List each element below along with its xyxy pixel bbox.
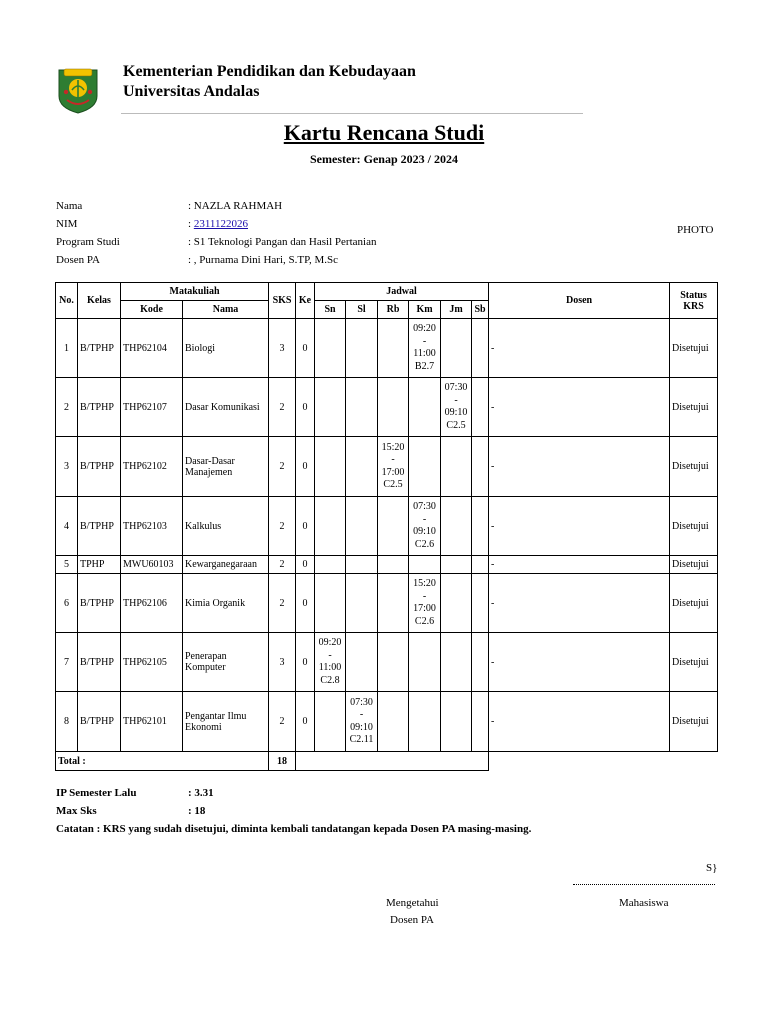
row-sks: 3: [269, 633, 296, 692]
schedule-cell: [378, 574, 409, 633]
row-dosen: -: [489, 497, 670, 556]
signature-mark: S}: [706, 862, 718, 874]
row-kelas: B/TPHP: [78, 633, 121, 692]
schedule-start: 09:20: [413, 323, 436, 334]
row-status: Disetujui: [670, 378, 718, 437]
schedule-start: 07:30: [413, 501, 436, 512]
table-row: [56, 378, 718, 437]
schedule-cell: [441, 497, 472, 556]
row-no: 6: [56, 574, 78, 633]
header-kelas: Kelas: [78, 283, 121, 319]
schedule-cell: [409, 556, 441, 574]
schedule-start: 15:20: [413, 578, 436, 589]
header-status-line1: Status: [680, 289, 707, 301]
schedule-cell: [441, 633, 472, 692]
schedule-cell: [472, 497, 489, 556]
schedule-room: C2.6: [414, 538, 435, 550]
header-day-rb: Rb: [378, 301, 409, 319]
table-row: [56, 437, 718, 497]
row-nama: Kalkulus: [183, 497, 269, 556]
schedule-sep: -: [328, 649, 332, 661]
row-no: 8: [56, 692, 78, 752]
schedule-cell: [346, 633, 378, 692]
schedule-end: 11:00: [318, 662, 342, 673]
header-divider: [121, 113, 583, 114]
schedule-cell: [472, 319, 489, 378]
row-ke: 0: [296, 556, 315, 574]
schedule-start: 07:30: [444, 382, 468, 393]
advisor-sign-label: Dosen PA: [390, 914, 434, 926]
schedule-cell: [315, 574, 346, 633]
row-kode: THP62104: [121, 319, 183, 378]
header-ke: Ke: [296, 283, 315, 319]
header-status: [670, 283, 718, 319]
schedule-cell: [315, 633, 346, 692]
row-sks: 2: [269, 556, 296, 574]
schedule-cell: [409, 378, 441, 437]
table-row: [56, 574, 718, 633]
row-no: 4: [56, 497, 78, 556]
table-row: [56, 692, 718, 752]
schedule-cell: [441, 574, 472, 633]
table-body: [56, 319, 718, 752]
table-row: [56, 556, 718, 574]
header-no: No.: [56, 283, 78, 319]
row-nama: Pengantar Ilmu Ekonomi: [183, 692, 269, 752]
row-nama: Dasar-Dasar Manajemen: [183, 437, 269, 497]
advisor-value: : , Purnama Dini Hari, S.TP, M.Sc: [188, 254, 339, 266]
header-jadwal: Jadwal: [315, 283, 489, 301]
header-day-sb: Sb: [472, 301, 489, 319]
header-sks: SKS: [269, 283, 296, 319]
row-no: 3: [56, 437, 78, 497]
total-label: Total :: [56, 752, 269, 771]
krs-table: [55, 282, 718, 771]
schedule-sep: -: [391, 454, 395, 465]
schedule-room: C2.5: [383, 479, 403, 490]
row-kode: THP62103: [121, 497, 183, 556]
row-sks: 2: [269, 437, 296, 497]
schedule-cell: [472, 556, 489, 574]
max-sks-value: : 18: [188, 805, 206, 817]
schedule-room: C2.11: [349, 734, 374, 745]
photo-placeholder: PHOTO: [677, 224, 714, 236]
schedule-sep: -: [422, 335, 427, 347]
signature-line: [573, 884, 715, 885]
header-dosen: Dosen: [489, 283, 670, 319]
ip-label: IP Semester Lalu: [56, 787, 137, 799]
total-row: [56, 752, 718, 771]
schedule-cell: [315, 437, 346, 497]
schedule-cell: [378, 692, 409, 752]
schedule-start: 15:20: [381, 441, 405, 453]
schedule-cell: [315, 497, 346, 556]
schedule-cell: [346, 437, 378, 497]
schedule-cell: [409, 497, 441, 556]
study-program-value: : S1 Teknologi Pangan dan Hasil Pertanian: [188, 236, 377, 248]
page-title: Kartu Rencana Studi: [283, 120, 485, 145]
row-kelas: TPHP: [78, 556, 121, 574]
nim-label: NIM: [56, 218, 78, 230]
table-row: [56, 633, 718, 692]
semester-label: Semester: Genap 2023 / 2024: [310, 152, 458, 166]
header-status-line2: KRS: [683, 300, 704, 312]
schedule-end: 11:00: [413, 348, 436, 359]
header-day-km: Km: [409, 301, 441, 319]
note-text: Catatan : KRS yang sudah disetujui, diminta kembali tandatangan kepada Dosen PA masing-masing.: [56, 823, 532, 835]
schedule-room: C2.6: [414, 615, 435, 627]
row-kode: THP62107: [121, 378, 183, 437]
schedule-cell: [409, 633, 441, 692]
schedule-cell: [441, 378, 472, 437]
total-sks: 18: [269, 752, 296, 771]
row-sks: 2: [269, 574, 296, 633]
nim-link[interactable]: 2311122026: [193, 218, 248, 230]
row-ke: 0: [296, 437, 315, 497]
student-nim-row: [56, 215, 248, 233]
schedule-cell: [472, 633, 489, 692]
schedule-end: 09:10: [350, 721, 373, 733]
row-dosen: -: [489, 574, 670, 633]
row-kelas: B/TPHP: [78, 378, 121, 437]
schedule-cell: [472, 692, 489, 752]
row-nama: Penerapan Komputer: [183, 633, 269, 692]
schedule-cell: [315, 319, 346, 378]
row-ke: 0: [296, 633, 315, 692]
name-label: Nama: [56, 200, 83, 212]
row-no: 5: [56, 556, 78, 574]
advisor-label: Dosen PA: [56, 254, 100, 266]
header-day-sn: Sn: [315, 301, 346, 319]
schedule-cell: [441, 556, 472, 574]
row-sks: 2: [269, 378, 296, 437]
schedule-cell: [315, 378, 346, 437]
row-dosen: -: [489, 633, 670, 692]
schedule-cell: [409, 574, 441, 633]
schedule-cell: [378, 556, 409, 574]
header-day-jm: Jm: [441, 301, 472, 319]
row-ke: 0: [296, 319, 315, 378]
schedule-cell: [315, 692, 346, 752]
row-kode: THP62101: [121, 692, 183, 752]
row-status: Disetujui: [670, 692, 718, 752]
row-status: Disetujui: [670, 497, 718, 556]
document-header: [55, 62, 585, 114]
schedule-cell: [378, 319, 409, 378]
schedule-cell: [346, 319, 378, 378]
schedule-start: 09:20: [318, 637, 342, 648]
table-row: [56, 319, 718, 378]
schedule-cell: [472, 437, 489, 497]
schedule-end: 09:10: [444, 407, 468, 418]
schedule-sep: -: [422, 513, 427, 525]
header-nama: Nama: [183, 301, 269, 319]
acknowledged-label: Mengetahui: [386, 897, 439, 909]
schedule-cell: [378, 378, 409, 437]
name-value: : NAZLA RAHMAH: [188, 200, 283, 212]
schedule-cell: [409, 437, 441, 497]
row-dosen: -: [489, 692, 670, 752]
student-sign-label: Mahasiswa: [619, 897, 669, 909]
ministry-name: Kementerian Pendidikan dan Kebudayaan: [123, 63, 416, 80]
schedule-cell: [346, 378, 378, 437]
schedule-room: C2.8: [320, 674, 340, 686]
schedule-sep: -: [359, 709, 364, 720]
schedule-cell: [378, 437, 409, 497]
schedule-cell: [346, 574, 378, 633]
header-kode: Kode: [121, 301, 183, 319]
schedule-cell: [346, 692, 378, 752]
schedule-cell: [409, 319, 441, 378]
row-nama: Kewarganegaraan: [183, 556, 269, 574]
schedule-cell: [378, 633, 409, 692]
row-ke: 0: [296, 574, 315, 633]
schedule-cell: [315, 556, 346, 574]
schedule-sep: -: [422, 590, 427, 602]
schedule-end: 09:10: [413, 526, 436, 537]
row-sks: 3: [269, 319, 296, 378]
university-seal-icon: [55, 66, 101, 114]
table-header-row: [56, 283, 718, 301]
schedule-room: C2.5: [446, 419, 466, 431]
row-kode: THP62106: [121, 574, 183, 633]
schedule-cell: [409, 692, 441, 752]
row-kode: THP62102: [121, 437, 183, 497]
row-kelas: B/TPHP: [78, 437, 121, 497]
row-ke: 0: [296, 497, 315, 556]
row-status: Disetujui: [670, 633, 718, 692]
advisor-row: [56, 251, 338, 269]
ip-row: [56, 784, 214, 802]
row-status: Disetujui: [670, 437, 718, 497]
schedule-start: 07:30: [350, 696, 373, 708]
total-filler: [296, 752, 489, 771]
schedule-cell: [441, 692, 472, 752]
max-sks-label: Max Sks: [56, 805, 97, 817]
study-program-row: [56, 233, 376, 251]
row-kode: THP62105: [121, 633, 183, 692]
schedule-cell: [472, 378, 489, 437]
row-dosen: -: [489, 319, 670, 378]
row-kelas: B/TPHP: [78, 497, 121, 556]
schedule-cell: [472, 574, 489, 633]
row-kode: MWU60103: [121, 556, 183, 574]
row-kelas: B/TPHP: [78, 692, 121, 752]
header-day-sl: Sl: [346, 301, 378, 319]
university-name: Universitas Andalas: [123, 83, 260, 100]
row-status: Disetujui: [670, 574, 718, 633]
study-program-label: Program Studi: [56, 236, 120, 248]
row-dosen: -: [489, 556, 670, 574]
schedule-sep: -: [454, 394, 458, 406]
ip-value: : 3.31: [188, 787, 214, 799]
row-nama: Biologi: [183, 319, 269, 378]
row-status: Disetujui: [670, 556, 718, 574]
schedule-room: B2.7: [414, 360, 435, 372]
row-status: Disetujui: [670, 319, 718, 378]
schedule-cell: [441, 437, 472, 497]
row-dosen: -: [489, 437, 670, 497]
header-matakuliah: Matakuliah: [121, 283, 269, 301]
schedule-end: 17:00: [381, 466, 405, 478]
row-sks: 2: [269, 692, 296, 752]
student-name-row: [56, 197, 282, 215]
row-kelas: B/TPHP: [78, 319, 121, 378]
schedule-cell: [378, 497, 409, 556]
schedule-cell: [346, 556, 378, 574]
schedule-end: 17:00: [413, 603, 436, 614]
row-kelas: B/TPHP: [78, 574, 121, 633]
row-no: 1: [56, 319, 78, 378]
row-ke: 0: [296, 378, 315, 437]
table-row: [56, 497, 718, 556]
row-ke: 0: [296, 692, 315, 752]
schedule-cell: [441, 319, 472, 378]
row-sks: 2: [269, 497, 296, 556]
row-no: 7: [56, 633, 78, 692]
row-no: 2: [56, 378, 78, 437]
row-nama: Kimia Organik: [183, 574, 269, 633]
schedule-cell: [346, 497, 378, 556]
row-nama: Dasar Komunikasi: [183, 378, 269, 437]
row-dosen: -: [489, 378, 670, 437]
max-sks-row: [56, 802, 205, 820]
nim-prefix: :: [188, 218, 194, 230]
